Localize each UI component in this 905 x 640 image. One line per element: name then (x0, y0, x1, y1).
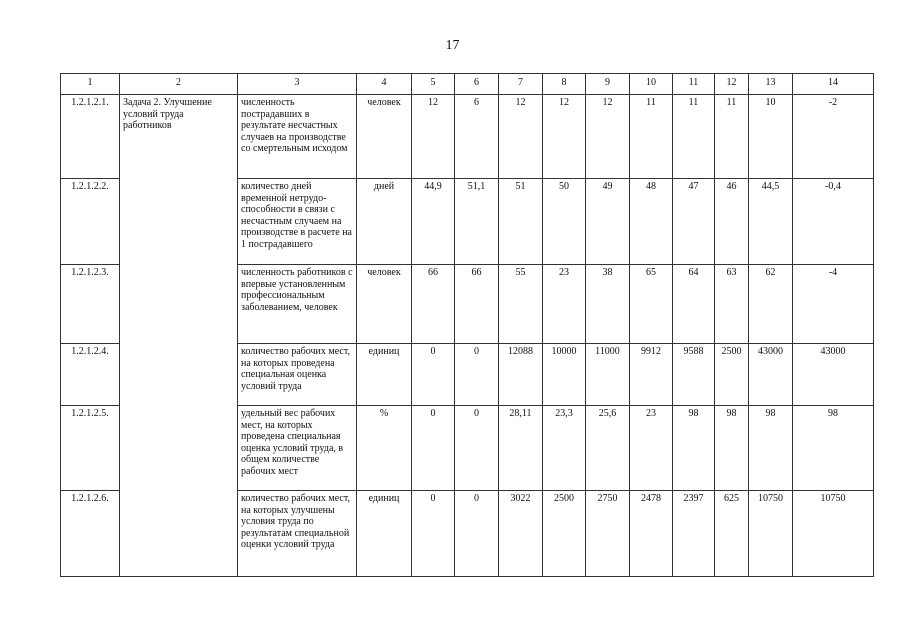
value-cell: 62 (749, 265, 793, 344)
value-cell: 10750 (749, 491, 793, 577)
value-cell: -4 (793, 265, 874, 344)
value-cell: 43000 (749, 344, 793, 406)
column-header: 4 (357, 74, 412, 95)
unit-cell: человек (357, 265, 412, 344)
value-cell: 2478 (630, 491, 673, 577)
unit-cell: % (357, 406, 412, 491)
value-cell: 46 (715, 179, 749, 265)
value-cell: 12 (412, 95, 455, 179)
value-cell: 47 (673, 179, 715, 265)
value-cell: 0 (412, 491, 455, 577)
value-cell: 50 (543, 179, 586, 265)
value-cell: 25,6 (586, 406, 630, 491)
row-code: 1.2.1.2.5. (61, 406, 120, 491)
value-cell: 2500 (543, 491, 586, 577)
header-row (61, 74, 874, 95)
value-cell: 51,1 (455, 179, 499, 265)
value-cell: 66 (455, 265, 499, 344)
value-cell: 2500 (715, 344, 749, 406)
value-cell: 3022 (499, 491, 543, 577)
value-cell: 98 (715, 406, 749, 491)
value-cell: 63 (715, 265, 749, 344)
value-cell: 43000 (793, 344, 874, 406)
row-code: 1.2.1.2.2. (61, 179, 120, 265)
value-cell: 2750 (586, 491, 630, 577)
value-cell: 0 (455, 344, 499, 406)
value-cell: 6 (455, 95, 499, 179)
indicator-name: количество дней временной нетрудо-способности в связи с несчастным случаем на производстве в расчете на 1 пострадавшего (238, 179, 357, 265)
value-cell: 23 (543, 265, 586, 344)
value-cell: 10 (749, 95, 793, 179)
unit-cell: дней (357, 179, 412, 265)
indicator-name: количество рабочих мест, на которых проведена специальная оценка условий труда (238, 344, 357, 406)
table-row (61, 95, 874, 179)
value-cell: 0 (412, 344, 455, 406)
value-cell: 48 (630, 179, 673, 265)
value-cell: 66 (412, 265, 455, 344)
value-cell: 11 (673, 95, 715, 179)
indicator-name: численность пострадавших в результате несчастных случаев на производстве со смертельным исходом (238, 95, 357, 179)
value-cell: 55 (499, 265, 543, 344)
page-number: 17 (445, 38, 460, 53)
indicator-name: количество рабочих мест, на которых улучшены условия труда по результатам специальной оценки условий труда (238, 491, 357, 577)
column-header: 14 (793, 74, 874, 95)
indicators-table (60, 73, 874, 577)
column-header: 8 (543, 74, 586, 95)
value-cell: 2397 (673, 491, 715, 577)
value-cell: 11 (715, 95, 749, 179)
column-header: 9 (586, 74, 630, 95)
value-cell: 65 (630, 265, 673, 344)
value-cell: 44,9 (412, 179, 455, 265)
row-code: 1.2.1.2.3. (61, 265, 120, 344)
value-cell: 0 (455, 491, 499, 577)
value-cell: 10000 (543, 344, 586, 406)
value-cell: -2 (793, 95, 874, 179)
value-cell: 11 (630, 95, 673, 179)
value-cell: 64 (673, 265, 715, 344)
value-cell: 9912 (630, 344, 673, 406)
value-cell: 23 (630, 406, 673, 491)
row-code: 1.2.1.2.1. (61, 95, 120, 179)
value-cell: 0 (455, 406, 499, 491)
column-header: 2 (120, 74, 238, 95)
column-header: 1 (61, 74, 120, 95)
column-header: 7 (499, 74, 543, 95)
column-header: 10 (630, 74, 673, 95)
unit-cell: человек (357, 95, 412, 179)
value-cell: 11000 (586, 344, 630, 406)
unit-cell: единиц (357, 491, 412, 577)
task-cell: Задача 2. Улучшение условий труда работников (120, 95, 238, 577)
value-cell: 10750 (793, 491, 874, 577)
value-cell: 9588 (673, 344, 715, 406)
value-cell: 12088 (499, 344, 543, 406)
value-cell: 49 (586, 179, 630, 265)
value-cell: 38 (586, 265, 630, 344)
value-cell: 625 (715, 491, 749, 577)
column-header: 12 (715, 74, 749, 95)
value-cell: 44,5 (749, 179, 793, 265)
indicator-name: удельный вес рабочих мест, на которых проведена специальная оценка условий труда, в общем количестве рабочих мест (238, 406, 357, 491)
indicator-name: численность работников с впервые установленным профессиональным заболеванием, человек (238, 265, 357, 344)
unit-cell: единиц (357, 344, 412, 406)
value-cell: 12 (543, 95, 586, 179)
value-cell: 51 (499, 179, 543, 265)
value-cell: 98 (749, 406, 793, 491)
row-code: 1.2.1.2.6. (61, 491, 120, 577)
value-cell: 98 (793, 406, 874, 491)
value-cell: 28,11 (499, 406, 543, 491)
column-header: 13 (749, 74, 793, 95)
value-cell: 23,3 (543, 406, 586, 491)
column-header: 3 (238, 74, 357, 95)
value-cell: 12 (499, 95, 543, 179)
value-cell: 12 (586, 95, 630, 179)
value-cell: 98 (673, 406, 715, 491)
column-header: 5 (412, 74, 455, 95)
column-header: 6 (455, 74, 499, 95)
value-cell: 0 (412, 406, 455, 491)
row-code: 1.2.1.2.4. (61, 344, 120, 406)
column-header: 11 (673, 74, 715, 95)
value-cell: -0,4 (793, 179, 874, 265)
